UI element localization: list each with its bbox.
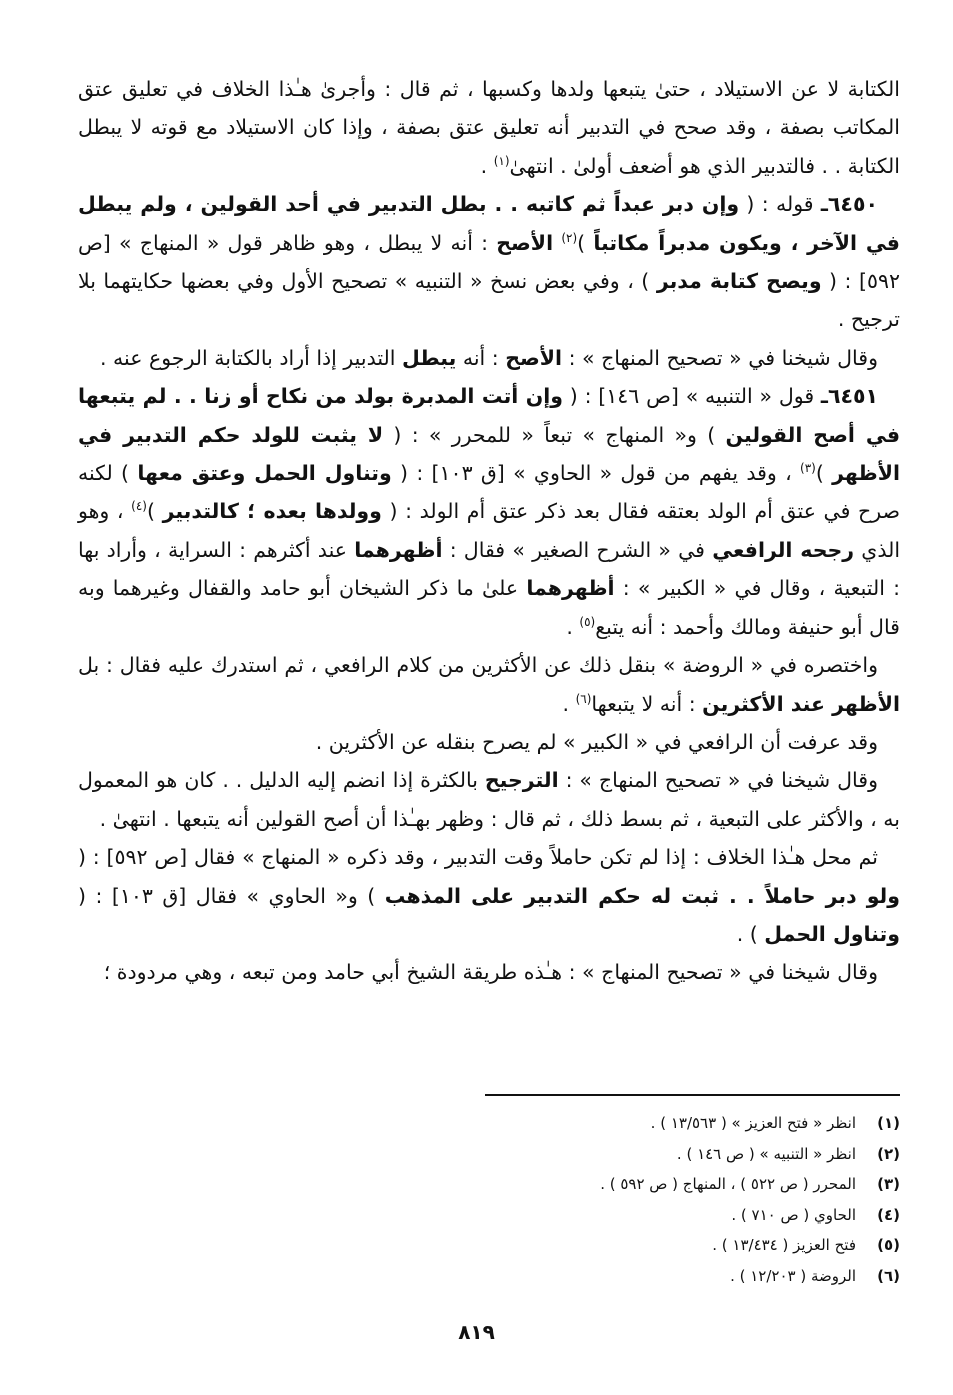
footnote-text: فتح العزيز ( ١٣/٤٣٤ ) . [712,1236,856,1254]
paragraph-6450: ٦٤٥٠ـ قوله : ( وإن دبر عبداً ثم كاتبه . . بطل التدبير في أحد القولين ، ولم يبطل في الآخر ، ويكون مدبراً مكاتباً )$^{(٢)}$ الأصح : أنه لا يبطل ، وهو ظاهر قول « المنهاج » [ص ٥٩٢] : ( ويصح كتابة مدبر ) ، وفي بعض نسخ « التنبيه » تصحيح الأول وفي بعضها حكايتهما بلا ترجيح . [78,192,900,332]
paragraph-1: الكتابة لا عن الاستيلاد ، حتىٰ يتبعها ولدها وكسبها ، ثم قال : وأجرىٰ هـٰذا الخلاف في تعليق عتق المكاتب بصفة ، وقد صحح في التدبير أنه تعليق عتق بصفة ، وإذا كان الاستيلاد مع قوته لا يبطل الكتابة . . فالتدبير الذي هو أضعف أولىٰ . انتهىٰ$^{(١)}$ . [78,77,900,178]
footnote-separator [485,1094,900,1096]
footnote-text: انظر « فتح العزيز » ( ١٣/٥٦٣ ) . [650,1114,856,1132]
emphasis-text: أظهرهما [526,576,615,601]
footnote-5 [400,1230,900,1261]
footnote-1 [400,1108,900,1139]
footnote-text: انظر « التنبيه » ( ص ١٤٦ ) . [676,1144,856,1163]
ruling-term: الأصح [505,345,563,370]
footnotes [400,1108,900,1291]
paragraph-7: وقال شيخنا في « تصحيح المنهاج » : الترجيح بالكثرة إذا انضم إليه الدليل . . كان هو المعمول به ، والأكثر على التبعية ، ثم بسط ذلك ، ثم قال : وظهر بهـٰذا أن أصح القولين أنه يتبعها . انتهىٰ . [78,768,900,831]
paragraph-6451: ٦٤٥١ـ قول « التنبيه » [ص ١٤٦] : ( وإن أتت المدبرة بولد من نكاح أو زنا . . لم يتبعها في أصح القولين ) و« المنهاج » تبعاً « للمحرر » : ( لا يثبت للولد حكم التدبير في الأظهر )$^{(٣)}$ ، وقد يفهم من قول « الحاوي » [ق ١٠٣] : ( وتناول الحمل وعتق معها ) لكنه صرح في عتق أم الولد بعتقه فقال بعد ذكر عتق أم الولد : ( وولدها بعده ؛ كالتدبير )$^{(٤)}$ ، وهو الذي رجحه الرافعي في « الشرح الصغير » فقال : أظهرهما عند أكثرهم : السراية ، وأراد بها : التبعية ، وقال في « الكبير » : أظهرهما علىٰ ما ذكر الشيخان أبو حامد والقفال وغيرهما وبه قال أبو حنيفة ومالك وأحمد : أنه يتبع$^{(٥)}$ . [78,384,901,639]
quoted-text: وتناول الحمل وعتق معها [137,461,392,486]
paragraph-5: واختصره في « الروضة » بنقل ذلك عن الأكثرين من كلام الرافعي ، ثم استدرك عليه فقال : بل الأظهر عند الأكثرين : أنه لا يتبعها$^{(٦)}$ . [78,653,900,716]
footnote-number: (٥) [877,1236,900,1254]
footnote-number: (٦) [877,1266,900,1285]
footnote-text: الحاوي ( ص ٧١٠ ) . [731,1205,856,1224]
paragraph-3: وقال شيخنا في « تصحيح المنهاج » : الأصح : أنه يبطل التدبير إذا أراد بالكتابة الرجوع عنه . [100,345,878,370]
quoted-text: وإن دبر عبداً ثم كاتبه . . بطل التدبير في أحد القولين ، ولم يبطل في الآخر ، ويكون مدبراً مكاتباً [78,192,900,255]
footnote-ref-5[interactable]: (٥) [579,614,596,629]
footnote-ref-3[interactable]: (٣) [800,461,816,476]
issue-number: ٦٤٥١ـ [820,384,878,409]
footnote-text: الروضة ( ١٢/٢٠٣ ) . [730,1266,856,1285]
paragraph-9: وقال شيخنا في « تصحيح المنهاج » : هـٰذه طريقة الشيخ أبي حامد ومن تبعه ، وهي مردودة ؛ [103,960,878,985]
emphasis-text: رجحه الرافعي [712,537,855,562]
footnote-ref-4[interactable]: (٤) [131,499,147,514]
footnote-number: (٣) [877,1175,900,1193]
footnote-ref-2[interactable]: (٢) [561,230,578,245]
footnote-ref-6[interactable]: (٦) [575,691,592,706]
footnote-number: (١) [877,1114,900,1132]
emphasis-text: الأظهر عند الأكثرين [702,691,900,716]
footnote-number: (٢) [877,1144,900,1163]
footnote-6 [400,1261,900,1292]
footnote-4 [400,1200,900,1231]
paragraph-8: ثم محل هـٰذا الخلاف : إذا لم تكن حاملاً وقت التدبير ، وقد ذكره « المنهاج » فقال [ص ٥٩٢] : ( ولو دبر حاملاً . . ثبت له حكم التدبير على المذهب ) و« الحاوي » فقال [ق ١٠٣] : ( وتناول الحمل ) . [78,845,900,946]
paragraph-6: وقد عرفت أن الرافعي في « الكبير » لم يصرح بنقله عن الأكثرين . [315,729,878,754]
issue-number: ٦٤٥٠ـ [820,192,878,217]
quoted-text: وولدها بعده ؛ كالتدبير [162,499,382,524]
footnote-3 [400,1169,900,1200]
emphasis-text: أظهرهما [354,537,443,562]
main-text [78,70,900,992]
quoted-text: ولو دبر حاملاً . . ثبت له حكم التدبير على المذهب [384,883,900,908]
emphasis-text: يبطل [401,345,457,370]
quoted-text: وإن أتت المدبرة بولد من نكاح أو زنا . . لم يتبعها في أصح القولين [78,384,900,447]
quoted-text: ويصح كتابة مدبر [656,269,822,294]
quoted-text: لا يثبت للولد حكم التدبير في الأظهر [78,422,901,486]
page-number: ٨١٩ [458,1320,495,1344]
footnote-ref-1[interactable]: (١) [493,153,510,168]
footnote-text: المحرر ( ص ٥٢٢ ) ، المنهاج ( ص ٥٩٢ ) . [600,1175,856,1193]
footnote-2 [400,1139,900,1170]
footnote-number: (٤) [877,1205,900,1224]
emphasis-text: الترجيح [484,768,559,793]
ruling-term: الأصح [496,230,554,255]
quoted-text: وتناول الحمل [764,921,900,946]
